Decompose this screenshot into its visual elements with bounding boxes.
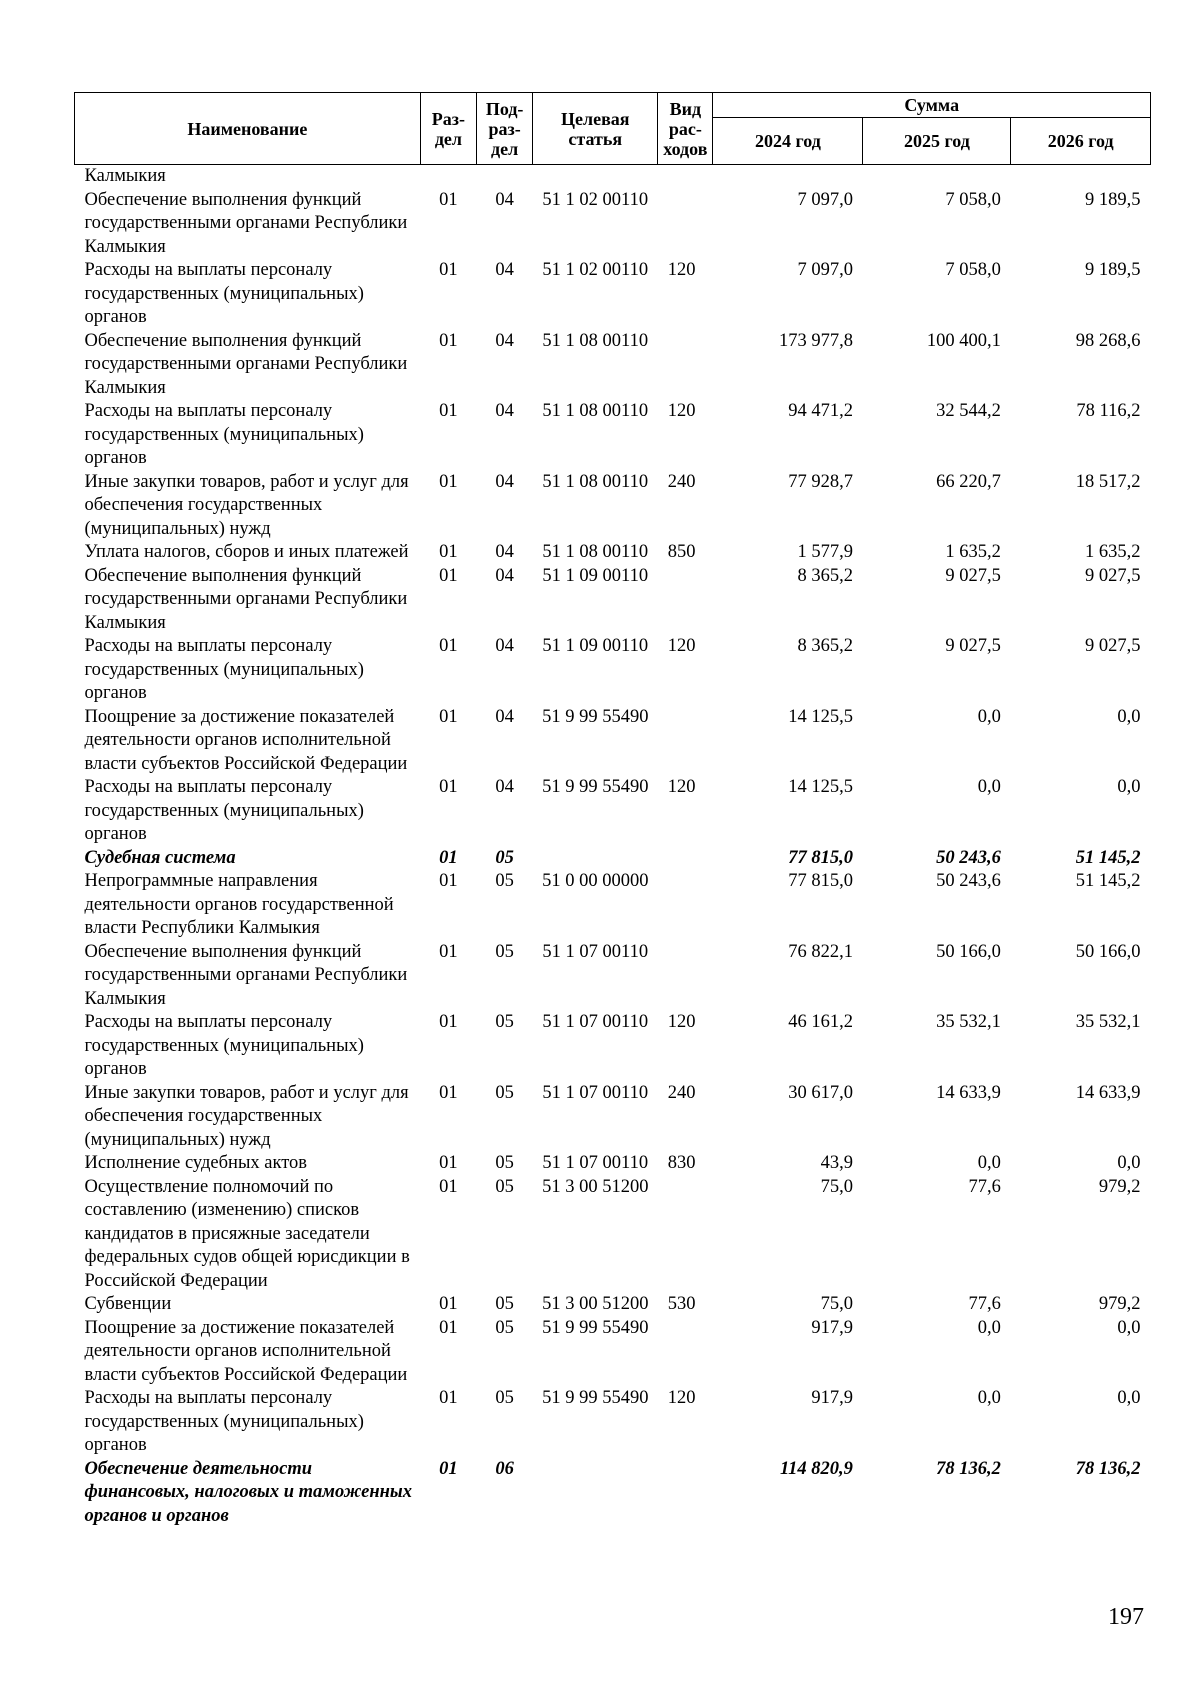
row-razdel: 01	[439, 1317, 458, 1338]
page-number: 197	[1108, 1604, 1144, 1630]
document-page	[74, 92, 1151, 1528]
row-razdel: 01	[439, 777, 458, 797]
row-sum-2024: 75,0	[820, 1176, 853, 1197]
row-expense-type: 120	[667, 1388, 696, 1408]
row-target-article: 51 1 07 00110	[542, 941, 649, 962]
row-podrazdel: 05	[495, 847, 514, 868]
row-sum-2026: 0,0	[1117, 1317, 1141, 1338]
row-expense-type	[658, 1458, 713, 1529]
row-name: Обеспечение выполнения функций государственными органами Республики Калмыкия	[84, 565, 408, 633]
row-target-article: 51 1 02 00110	[542, 189, 649, 210]
row-sum-2025: 78 136,2	[936, 1458, 1001, 1479]
row-razdel: 01	[439, 542, 458, 562]
row-target-article: 51 9 99 55490	[542, 777, 649, 797]
row-name: Судебная система	[84, 847, 236, 868]
row-sum-2024: 7 097,0	[797, 260, 853, 280]
row-sum-2026: 18 517,2	[1075, 471, 1141, 492]
row-sum-2025: 66 220,7	[936, 471, 1001, 492]
row-sum-2026: 9 027,5	[1085, 636, 1141, 656]
row-expense-type: 240	[667, 1082, 696, 1103]
table-row	[75, 1152, 1151, 1176]
row-sum-2026: 51 145,2	[1075, 847, 1141, 868]
row-name: Расходы на выплаты персоналу государственных (муниципальных) органов	[84, 401, 364, 468]
row-podrazdel	[477, 165, 533, 189]
row-razdel: 01	[439, 941, 458, 962]
row-name: Уплата налогов, сборов и иных платежей	[84, 542, 409, 562]
row-sum-2024: 77 815,0	[788, 871, 853, 891]
table-row	[75, 1082, 1151, 1153]
row-sum-2026: 979,2	[1098, 1294, 1141, 1314]
row-sum-2025: 0,0	[977, 706, 1001, 727]
row-razdel: 01	[439, 1388, 458, 1408]
row-sum-2026: 9 189,5	[1085, 260, 1141, 280]
table-body	[75, 165, 1151, 1529]
table-row	[75, 330, 1151, 401]
row-sum-2026: 78 136,2	[1075, 1458, 1141, 1479]
row-podrazdel: 04	[495, 401, 514, 421]
row-expense-type	[658, 1176, 713, 1294]
row-name: Поощрение за достижение показателей деятельности органов исполнительной власти субъектов Российской Федерации	[84, 1317, 408, 1385]
row-expense-type	[658, 847, 713, 871]
row-podrazdel: 04	[495, 471, 514, 492]
row-sum-2026: 979,2	[1098, 1176, 1141, 1197]
row-podrazdel: 05	[495, 871, 514, 891]
row-podrazdel: 05	[495, 941, 514, 962]
row-expense-type: 120	[667, 636, 696, 656]
row-sum-2024: 8 365,2	[797, 636, 853, 656]
table-header	[75, 93, 1151, 165]
row-expense-type	[658, 189, 713, 260]
row-sum-2024: 77 928,7	[788, 471, 853, 492]
table-row	[75, 706, 1151, 777]
section-total-row	[75, 1458, 1151, 1529]
row-expense-type	[658, 565, 713, 636]
row-sum-2026: 9 189,5	[1085, 189, 1141, 210]
table-row	[75, 776, 1151, 847]
table-row	[75, 165, 1151, 189]
header-sum: Сумма	[713, 93, 1151, 118]
row-podrazdel: 04	[495, 189, 514, 210]
table-row	[75, 541, 1151, 565]
row-name: Непрограммные направления деятельности органов государственной власти Республики Калмыкия	[84, 871, 394, 938]
row-target-article: 51 0 00 00000	[542, 871, 649, 891]
row-podrazdel: 05	[495, 1294, 514, 1314]
row-razdel: 01	[439, 1012, 458, 1032]
row-name: Иные закупки товаров, работ и услуг для обеспечения государственных (муниципальных) нужд	[84, 1082, 409, 1150]
row-name: Расходы на выплаты персоналу государственных (муниципальных) органов	[84, 1012, 364, 1079]
table-row	[75, 471, 1151, 542]
header-expense-type: Вид рас- ходов	[658, 93, 713, 165]
row-name: Расходы на выплаты персоналу государственных (муниципальных) органов	[84, 260, 364, 327]
row-target-article: 51 9 99 55490	[542, 1317, 649, 1338]
row-name: Исполнение судебных актов	[84, 1153, 308, 1173]
row-target-article: 51 1 08 00110	[542, 401, 649, 421]
table-row	[75, 1387, 1151, 1458]
row-sum-2024	[713, 165, 863, 189]
row-sum-2025: 50 166,0	[936, 941, 1001, 962]
row-sum-2024: 14 125,5	[788, 706, 853, 727]
row-sum-2024: 77 815,0	[788, 847, 853, 868]
row-sum-2025	[863, 165, 1011, 189]
table-row	[75, 1293, 1151, 1317]
row-razdel: 01	[439, 330, 458, 351]
table-row	[75, 870, 1151, 941]
row-podrazdel: 05	[495, 1153, 514, 1173]
row-name: Иные закупки товаров, работ и услуг для обеспечения государственных (муниципальных) нужд	[84, 471, 409, 539]
budget-table	[74, 92, 1151, 1528]
row-sum-2026: 50 166,0	[1075, 941, 1141, 962]
row-sum-2024: 114 820,9	[779, 1458, 853, 1479]
row-podrazdel: 05	[495, 1176, 514, 1197]
row-sum-2024: 43,9	[820, 1153, 853, 1173]
row-target-article: 51 1 09 00110	[542, 636, 649, 656]
row-target-article: 51 1 08 00110	[542, 330, 649, 351]
row-razdel: 01	[439, 401, 458, 421]
row-razdel	[420, 165, 476, 189]
row-sum-2026: 0,0	[1117, 706, 1141, 727]
table-row	[75, 565, 1151, 636]
row-sum-2024: 76 822,1	[788, 941, 853, 962]
row-target-article: 51 1 07 00110	[542, 1153, 649, 1173]
row-target-article	[533, 165, 658, 189]
row-sum-2026: 98 268,6	[1075, 330, 1141, 351]
row-sum-2026: 0,0	[1117, 1153, 1141, 1173]
row-razdel: 01	[439, 1176, 458, 1197]
row-sum-2026: 0,0	[1117, 777, 1141, 797]
row-target-article: 51 9 99 55490	[542, 1388, 649, 1408]
row-target-article: 51 1 02 00110	[542, 260, 649, 280]
row-expense-type	[658, 1317, 713, 1388]
row-name: Осуществление полномочий по составлению (изменению) списков кандидатов в присяжные заседатели федеральных судов общей юрисдикции в Российской Федерации	[84, 1176, 410, 1291]
row-podrazdel: 04	[495, 565, 514, 586]
row-sum-2025: 35 532,1	[936, 1012, 1001, 1032]
header-razdel: Раз- дел	[420, 93, 476, 165]
row-sum-2025: 77,6	[968, 1294, 1001, 1314]
row-razdel: 01	[439, 706, 458, 727]
row-razdel: 01	[439, 1153, 458, 1173]
row-sum-2026	[1011, 165, 1151, 189]
row-sum-2025: 0,0	[977, 1317, 1001, 1338]
row-sum-2026: 0,0	[1117, 1388, 1141, 1408]
row-expense-type	[658, 870, 713, 941]
row-sum-2024: 173 977,8	[778, 330, 853, 351]
row-expense-type: 530	[667, 1294, 696, 1314]
row-sum-2024: 30 617,0	[788, 1082, 853, 1103]
row-expense-type: 850	[667, 542, 696, 562]
row-sum-2025: 7 058,0	[945, 189, 1001, 210]
row-expense-type	[658, 941, 713, 1012]
row-sum-2025: 50 243,6	[936, 871, 1001, 891]
row-name: Расходы на выплаты персоналу государственных (муниципальных) органов	[84, 777, 364, 844]
row-podrazdel: 05	[495, 1012, 514, 1032]
row-sum-2026: 9 027,5	[1085, 565, 1141, 586]
row-sum-2024: 917,9	[811, 1317, 853, 1338]
row-sum-2025: 7 058,0	[945, 260, 1001, 280]
header-name: Наименование	[75, 93, 421, 165]
row-expense-type: 120	[667, 401, 696, 421]
row-name: Поощрение за достижение показателей деятельности органов исполнительной власти субъектов Российской Федерации	[84, 706, 408, 774]
table-row	[75, 400, 1151, 471]
row-expense-type	[658, 165, 713, 189]
row-sum-2025: 0,0	[977, 777, 1001, 797]
row-target-article: 51 9 99 55490	[542, 706, 649, 727]
table-row	[75, 259, 1151, 330]
row-razdel: 01	[439, 565, 458, 586]
header-podrazdel: Под- раз- дел	[477, 93, 533, 165]
row-sum-2025: 0,0	[977, 1153, 1001, 1173]
row-razdel: 01	[439, 471, 458, 492]
row-target-article: 51 1 09 00110	[542, 565, 649, 586]
header-year-2026: 2026 год	[1011, 118, 1151, 165]
table-row	[75, 1011, 1151, 1082]
row-podrazdel: 05	[495, 1388, 514, 1408]
row-sum-2024: 1 577,9	[797, 542, 853, 562]
row-sum-2026: 14 633,9	[1075, 1082, 1141, 1103]
row-sum-2025: 77,6	[968, 1176, 1001, 1197]
row-sum-2024: 917,9	[811, 1388, 853, 1408]
row-razdel: 01	[439, 1458, 458, 1479]
row-podrazdel: 04	[495, 706, 514, 727]
row-razdel: 01	[439, 1294, 458, 1314]
row-sum-2024: 75,0	[820, 1294, 853, 1314]
table-row	[75, 1317, 1151, 1388]
row-sum-2025: 14 633,9	[936, 1082, 1001, 1103]
row-sum-2024: 8 365,2	[797, 565, 853, 586]
row-name: Расходы на выплаты персоналу государственных (муниципальных) органов	[84, 636, 364, 703]
table-row	[75, 189, 1151, 260]
table-row	[75, 635, 1151, 706]
header-year-2025: 2025 год	[863, 118, 1011, 165]
row-razdel: 01	[439, 636, 458, 656]
row-name: Обеспечение выполнения функций государственными органами Республики Калмыкия	[84, 330, 408, 398]
row-name: Субвенции	[84, 1294, 172, 1314]
row-razdel: 01	[439, 871, 458, 891]
row-sum-2025: 100 400,1	[926, 330, 1001, 351]
row-name: Обеспечение деятельности финансовых, налоговых и таможенных органов и органов	[84, 1458, 412, 1526]
row-name: Обеспечение выполнения функций государственными органами Республики Калмыкия	[84, 941, 408, 1009]
row-podrazdel: 05	[495, 1082, 514, 1103]
row-razdel: 01	[439, 260, 458, 280]
row-sum-2026: 35 532,1	[1075, 1012, 1141, 1032]
row-podrazdel: 04	[495, 260, 514, 280]
row-target-article: 51 1 08 00110	[542, 471, 649, 492]
row-sum-2025: 9 027,5	[945, 636, 1001, 656]
row-expense-type: 120	[667, 260, 696, 280]
row-razdel: 01	[439, 1082, 458, 1103]
row-sum-2025: 50 243,6	[936, 847, 1001, 868]
row-sum-2025: 9 027,5	[945, 565, 1001, 586]
row-sum-2025: 32 544,2	[936, 401, 1001, 421]
row-target-article	[533, 1458, 658, 1529]
header-target-article: Целевая статья	[533, 93, 658, 165]
section-total-row	[75, 847, 1151, 871]
row-expense-type: 240	[667, 471, 696, 492]
row-sum-2026: 1 635,2	[1085, 542, 1141, 562]
row-sum-2026: 78 116,2	[1076, 401, 1141, 421]
row-target-article: 51 1 07 00110	[542, 1012, 649, 1032]
table-row	[75, 941, 1151, 1012]
row-expense-type: 120	[667, 1012, 696, 1032]
row-target-article: 51 1 07 00110	[542, 1082, 649, 1103]
row-podrazdel: 04	[495, 777, 514, 797]
row-podrazdel: 05	[495, 1317, 514, 1338]
row-sum-2024: 14 125,5	[788, 777, 853, 797]
row-name: Обеспечение выполнения функций государственными органами Республики Калмыкия	[84, 189, 408, 257]
row-podrazdel: 04	[495, 636, 514, 656]
row-name: Расходы на выплаты персоналу государственных (муниципальных) органов	[84, 1388, 364, 1455]
row-podrazdel: 04	[495, 330, 514, 351]
row-target-article: 51 3 00 51200	[542, 1294, 649, 1314]
row-expense-type	[658, 706, 713, 777]
row-target-article	[533, 847, 658, 871]
table-row	[75, 1176, 1151, 1294]
row-sum-2024: 46 161,2	[788, 1012, 853, 1032]
row-sum-2026: 51 145,2	[1075, 871, 1141, 891]
row-name: Калмыкия	[84, 166, 166, 186]
row-expense-type: 120	[667, 777, 696, 797]
row-expense-type: 830	[667, 1153, 696, 1173]
row-razdel: 01	[439, 189, 458, 210]
row-podrazdel: 04	[495, 542, 514, 562]
row-sum-2024: 7 097,0	[797, 189, 853, 210]
row-sum-2025: 1 635,2	[945, 542, 1001, 562]
row-expense-type	[658, 330, 713, 401]
row-target-article: 51 3 00 51200	[542, 1176, 649, 1197]
row-sum-2024: 94 471,2	[788, 401, 853, 421]
row-podrazdel: 06	[495, 1458, 514, 1479]
row-target-article: 51 1 08 00110	[542, 542, 649, 562]
row-razdel: 01	[439, 847, 458, 868]
row-sum-2025: 0,0	[977, 1388, 1001, 1408]
header-year-2024: 2024 год	[713, 118, 863, 165]
